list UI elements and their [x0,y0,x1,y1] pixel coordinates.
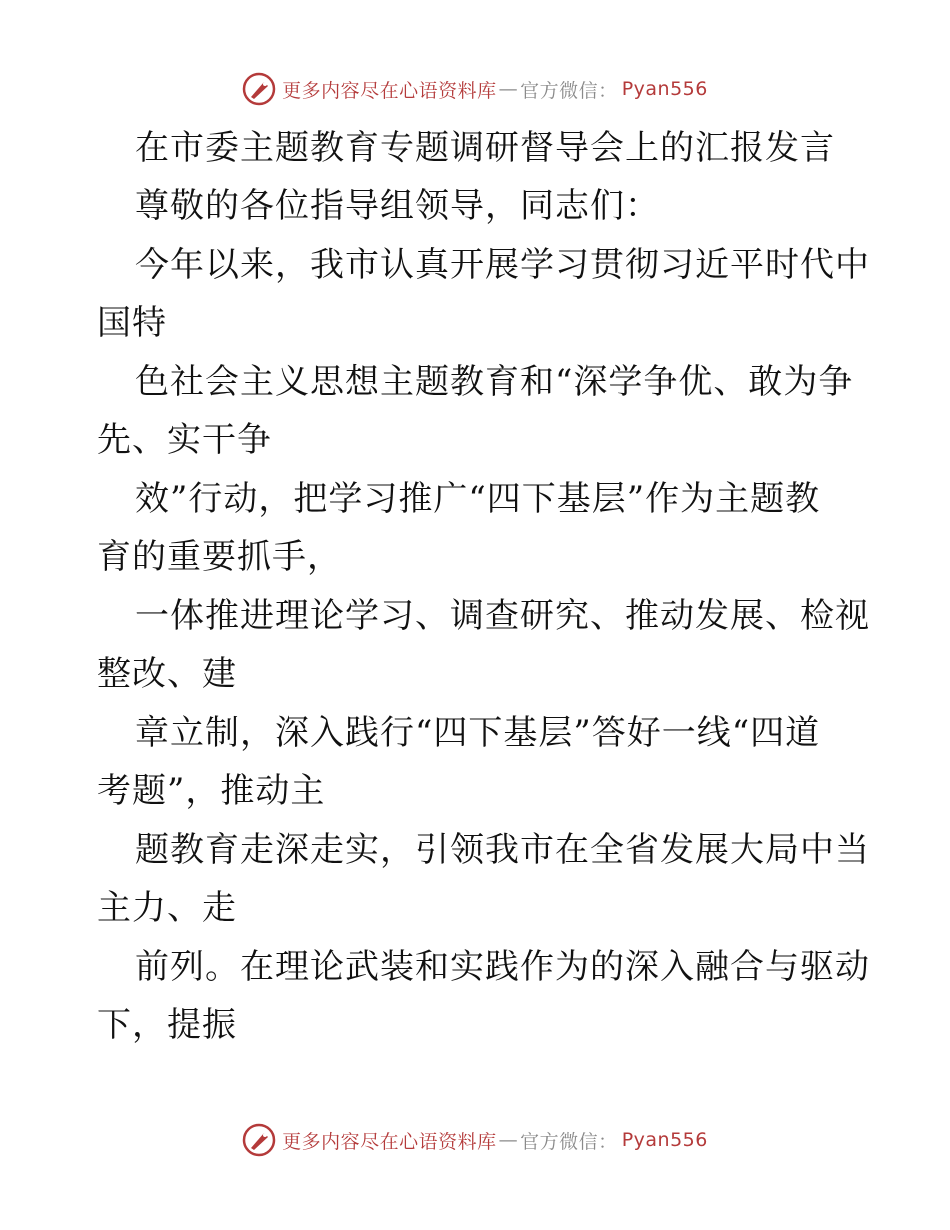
watermark-label: 官方微信： [520,79,618,102]
pen-nib-logo-icon [242,1123,276,1157]
pen-nib-logo-icon [242,72,276,106]
paragraph-line: 国特 [97,303,167,343]
paragraph-line: 一体推进理论学习、调查研究、推动发展、检视 [135,596,870,636]
watermark-text: 更多内容尽在心语资料库 [282,79,497,102]
paragraph-line: 今年以来，我市认真开展学习贯彻习近平时代中 [135,245,870,285]
footer-watermark [0,1120,950,1160]
watermark-wechat-id: Pyan556 [621,1129,708,1151]
watermark-wechat-id: Pyan556 [621,78,708,100]
watermark-label: 官方微信： [520,1130,618,1153]
watermark-dash: — [498,1129,519,1151]
document-salutation: 尊敬的各位指导组领导，同志们： [135,186,660,226]
watermark-dash: — [498,78,519,100]
paragraph-line: 章立制，深入践行“四下基层”答好一线“四道 [135,713,821,753]
paragraph-line: 考题”，推动主 [97,771,326,811]
paragraph-line: 效”行动，把学习推广“四下基层”作为主题教 [135,479,821,519]
watermark-text: 更多内容尽在心语资料库 [282,1130,497,1153]
header-watermark [0,69,950,109]
document-title: 在市委主题教育专题调研督导会上的汇报发言 [135,128,835,168]
paragraph-line: 题教育走深走实，引领我市在全省发展大局中当 [135,830,870,870]
paragraph-line: 育的重要抓手， [97,537,342,577]
paragraph-line: 色社会主义思想主题教育和“深学争优、敢为争 [135,362,854,402]
paragraph-line: 主力、走 [97,888,237,928]
paragraph-line: 先、实干争 [97,420,272,460]
paragraph-line: 下，提振 [97,1005,237,1045]
paragraph-line: 整改、建 [97,654,237,694]
paragraph-line: 前列。在理论武装和实践作为的深入融合与驱动 [135,947,870,987]
